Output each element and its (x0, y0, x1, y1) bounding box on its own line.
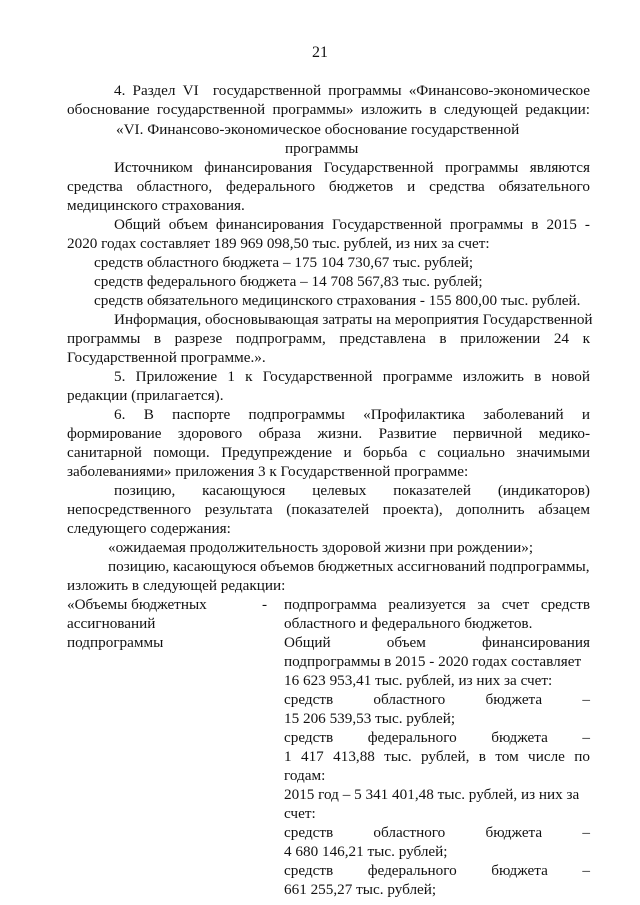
table-right-line: средств областного бюджета – (284, 691, 590, 708)
table-left-label: подпрограммы (67, 634, 164, 651)
table-right-line: 15 206 539,53 тыс. рублей; (284, 710, 456, 727)
paragraph-line: 4. Раздел VI государственной программы «Финансово-экономическое (114, 82, 590, 99)
paragraph-line: формирование здорового образа жизни. Развитие первичной медико- (67, 425, 590, 442)
table-right-line: областного и федерального бюджетов. (284, 615, 533, 632)
table-right-line: подпрограммы в 2015 - 2020 годах составляет (284, 653, 582, 670)
section-heading: программы (285, 140, 359, 157)
table-left-label: ассигнований (67, 615, 156, 632)
table-right-line: средств областного бюджета – (284, 824, 590, 841)
paragraph-line: средства областного, федерального бюджетов и средства обязательного (67, 178, 590, 195)
paragraph-line: 5. Приложение 1 к Государственной программе изложить в новой (114, 368, 590, 385)
paragraph-line: позицию, касающуюся целевых показателей (индикаторов) (114, 482, 590, 499)
table-left-label: «Объемы бюджетных (67, 596, 207, 613)
table-right-line: 4 680 146,21 тыс. рублей; (284, 843, 448, 860)
quote-line: «ожидаемая продолжительность здоровой жизни при рождении»; (108, 539, 534, 556)
section-heading: «VI. Финансово-экономическое обоснование государственной (116, 121, 520, 138)
table-dash: - (262, 596, 268, 613)
paragraph-line: заболеваниями» приложения 3 к Государственной программе: (67, 463, 469, 480)
paragraph-line: непосредственного результата (показателей проекта), дополнить абзацем (67, 501, 590, 518)
table-right-line: средств федерального бюджета – (284, 862, 590, 879)
paragraph-line: программы в разрезе подпрограмм, представлена в приложении 24 к (67, 330, 590, 347)
page-number: 21 (312, 44, 328, 61)
paragraph-line: редакции (прилагается). (67, 387, 224, 404)
paragraph-line: Информация, обосновывающая затраты на мероприятия Государственной (114, 311, 593, 328)
table-right-line: годам: (284, 767, 326, 784)
table-right-line: подпрограмма реализуется за счет средств (284, 596, 590, 613)
paragraph-line: позицию, касающуюся объемов бюджетных ассигнований подпрограммы, (108, 558, 590, 575)
table-right-line: 1 417 413,88 тыс. рублей, в том числе по (284, 748, 590, 765)
paragraph-line: изложить в следующей редакции: (67, 577, 286, 594)
paragraph-line: следующего содержания: (67, 520, 231, 537)
paragraph-line: 6. В паспорте подпрограммы «Профилактика заболеваний и (114, 406, 590, 423)
table-right-line: Общий объем финансирования (284, 634, 590, 651)
table-right-line: 661 255,27 тыс. рублей; (284, 881, 437, 898)
table-right-line: 16 623 953,41 тыс. рублей, из них за счет: (284, 672, 553, 689)
paragraph-line: средств областного бюджета – 175 104 730,67 тыс. рублей; (94, 254, 474, 271)
paragraph-line: медицинского страхования. (67, 197, 245, 214)
table-right-line: 2015 год – 5 341 401,48 тыс. рублей, из них за (284, 786, 580, 803)
paragraph-line: Государственной программе.». (67, 349, 266, 366)
paragraph-line: санитарной помощи. Предупреждение и борьба с социально значимыми (67, 444, 590, 461)
table-right-line: счет: (284, 805, 316, 822)
paragraph-line: 2020 годах составляет 189 969 098,50 тыс. рублей, из них за счет: (67, 235, 490, 252)
table-right-line: средств федерального бюджета – (284, 729, 590, 746)
paragraph-line: обоснование государственной программы» изложить в следующей редакции: (67, 101, 590, 118)
paragraph-line: средств обязательного медицинского страхования - 155 800,00 тыс. рублей. (94, 292, 581, 309)
paragraph-line: Источником финансирования Государственной программы являются (114, 159, 590, 176)
paragraph-line: средств федерального бюджета – 14 708 567,83 тыс. рублей; (94, 273, 483, 290)
paragraph-line: Общий объем финансирования Государственной программы в 2015 - (114, 216, 590, 233)
